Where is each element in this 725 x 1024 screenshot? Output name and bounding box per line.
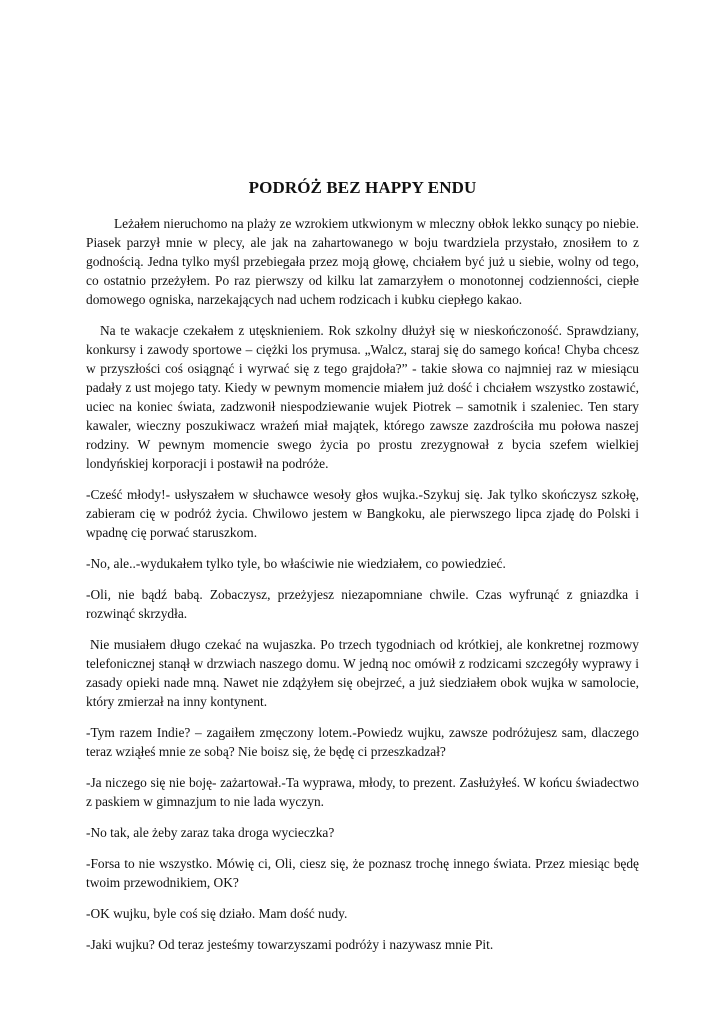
paragraph: -No, ale..-wydukałem tylko tyle, bo właściwie nie wiedziałem, co powiedzieć. [86,556,506,571]
paragraph: -Ja niczego się nie boję- zażartował.-Ta wyprawa, młody, to prezent. Zasłużyłeś. W końcu świadectwo z paskiem w gimnazjum to nie lada wyczyn. [86,775,639,809]
paragraph: -Jaki wujku? Od teraz jesteśmy towarzyszami podróży i nazywasz mnie Pit. [86,937,494,952]
paragraph: -Cześć młody!- usłyszałem w słuchawce wesoły głos wujka.-Szykuj się. Jak tylko skończysz szkołę, zabieram cię w podróż życia. Chwilowo jestem w Bangkoku, ale pierwszego lipca zjadę do Polski i wpadnę cię porwać staruszkom. [86,487,639,540]
paragraph: -OK wujku, byle coś się działo. Mam dość nudy. [86,906,348,921]
document-body [86,176,639,966]
paragraph: Nie musiałem długo czekać na wujaszka. Po trzech tygodniach od krótkiej, ale konkretnej rozmowy telefonicznej stanął w drzwiach naszego domu. W jedną noc omówił z rodzicami szczegóły wyprawy i zasady opieki nade mną. Nawet nie zdążyłem się obejrzeć, a już siedziałem obok wujka w samolocie, który zmierzał na inny kontynent. [86,637,639,709]
paragraph: -Tym razem Indie? – zagaiłem zmęczony lotem.-Powiedz wujku, zawsze podróżujesz sam, dlaczego teraz wziąłeś mnie ze sobą? Nie boisz się, że będę ci przeszkadzał? [86,725,639,759]
paragraph: Leżałem nieruchomo na plaży ze wzrokiem utkwionym w mleczny obłok lekko sunący po niebie. Piasek parzył mnie w plecy, ale jak na zahartowanego w boju twardziela przystało, znosiłem to z godnością. Jedna tylko myśl przebiegała przez moją głowę, chciałem być już u siebie, wolny od tego, co ostatnio przeżyłem. Po raz pierwszy od kilku lat zamarzyłem o monotonnej codzienności, ciepłe domowego ogniska, narzekających nad uchem rodzicach i kubku ciepłego kakao. [86,216,639,307]
paragraph: -No tak, ale żeby zaraz taka droga wycieczka? [86,825,335,840]
paragraph: -Forsa to nie wszystko. Mówię ci, Oli, ciesz się, że poznasz trochę innego świata. Przez miesiąc będę twoim przewodnikiem, OK? [86,856,639,890]
paragraph: -Oli, nie bądź babą. Zobaczysz, przeżyjesz niezapomniane chwile. Czas wyfrunąć z gniazdka i rozwinąć skrzydła. [86,587,639,621]
document-title: PODRÓŻ BEZ HAPPY ENDU [248,178,477,197]
paragraph: Na te wakacje czekałem z utęsknieniem. Rok szkolny dłużył się w nieskończoność. Sprawdziany, konkursy i zawody sportowe – ciężki los prymusa. „Walcz, staraj się do samego końca! Chyba chcesz w przyszłości coś osiągnąć i wyrwać się z tego grajdoła?” - takie słowa co najmniej raz w miesiącu padały z ust mojego taty. Kiedy w pewnym momencie miałem już dość i chciałem wszystko zostawić, uciec na koniec świata, zadzwonił niespodziewanie wujek Piotrek – samotnik i szaleniec. Ten stary kawaler, wieczny poszukiwacz wrażeń miał majątek, którego zawsze zazdrościła mu połowa naszej rodziny. W pewnym momencie swego życia po prostu zrezygnował z bycia szefem wielkiej londyńskiej korporacji i postawił na podróże. [86,323,639,471]
